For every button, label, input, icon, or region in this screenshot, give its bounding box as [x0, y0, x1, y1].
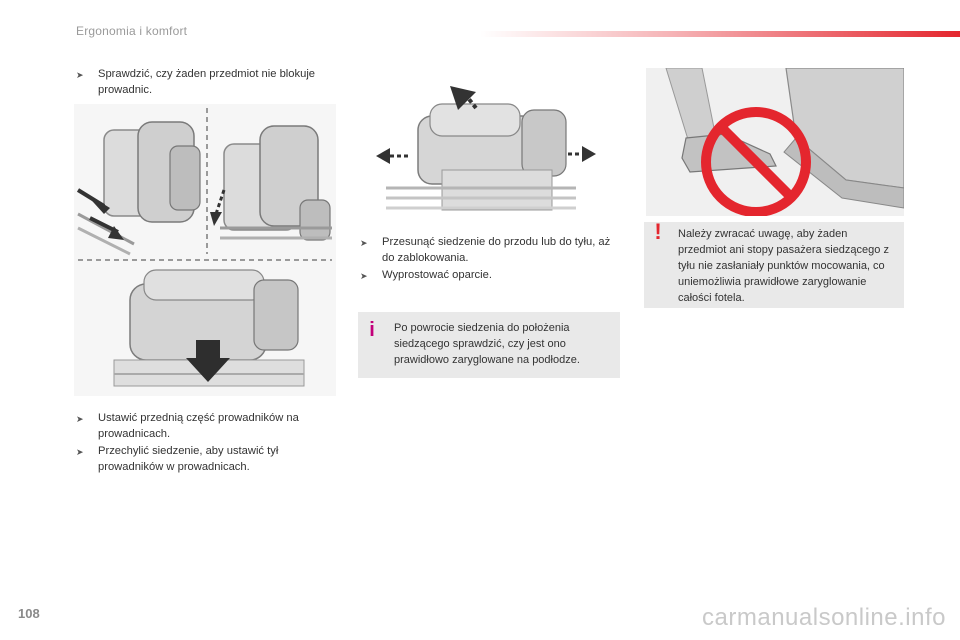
list-item: ➤ Przechylić siedzenie, aby ustawić tył prowadników w prowadnicach.	[76, 445, 279, 473]
list-item: ➤ Wyprostować oparcie.	[360, 267, 622, 284]
prohibited-foot-illustration	[646, 68, 904, 216]
header-accent-bar	[480, 31, 960, 37]
col2-instructions	[360, 234, 622, 285]
warning-icon: !	[654, 219, 662, 244]
list-item: ➤ Sprawdzić, czy żaden przedmiot nie blokuje prowadnic.	[76, 68, 316, 96]
arrow-bullet-icon: ➤	[76, 414, 84, 424]
no-foot-under-seat-diagram	[646, 68, 904, 216]
warning-note	[644, 219, 904, 308]
seat-slide-illustration	[372, 70, 602, 222]
col1-top-instructions	[76, 66, 316, 99]
warning-note-text: Należy zwracać uwagę, aby żaden przedmiot ani stopy pasażera siedzącego z tyłu nie zasłaniały punktów mocowania, co uniemożliwia prawidłowe zaryglowanie całości fotela.	[678, 228, 889, 304]
page-number: 108	[18, 606, 40, 621]
list-item: ➤ Przesunąć siedzenie do przodu lub do tyłu, aż do zablokowania.	[360, 236, 611, 264]
info-note	[358, 312, 620, 378]
info-icon: i	[369, 319, 375, 341]
arrow-bullet-icon: ➤	[360, 271, 368, 281]
arrow-bullet-icon: ➤	[76, 70, 84, 80]
seat-slide-diagram	[372, 70, 602, 222]
seat-rail-illustration	[74, 104, 336, 396]
watermark-text: carmanualsonline.info	[702, 604, 946, 631]
arrow-bullet-icon: ➤	[360, 238, 368, 248]
col1-bottom-instructions	[76, 410, 326, 476]
seat-lower-figure	[114, 270, 304, 386]
section-title: Ergonomia i komfort	[76, 24, 188, 38]
list-item: ➤ Ustawić przednią część prowadników na prowadnicach.	[76, 412, 299, 440]
arrow-bullet-icon: ➤	[76, 447, 84, 457]
seat-installation-diagram	[74, 104, 336, 396]
info-note-text: Po powrocie siedzenia do położenia siedzącego sprawdzić, czy jest ono prawidłowo zaryglowane na podłodze.	[394, 322, 580, 366]
